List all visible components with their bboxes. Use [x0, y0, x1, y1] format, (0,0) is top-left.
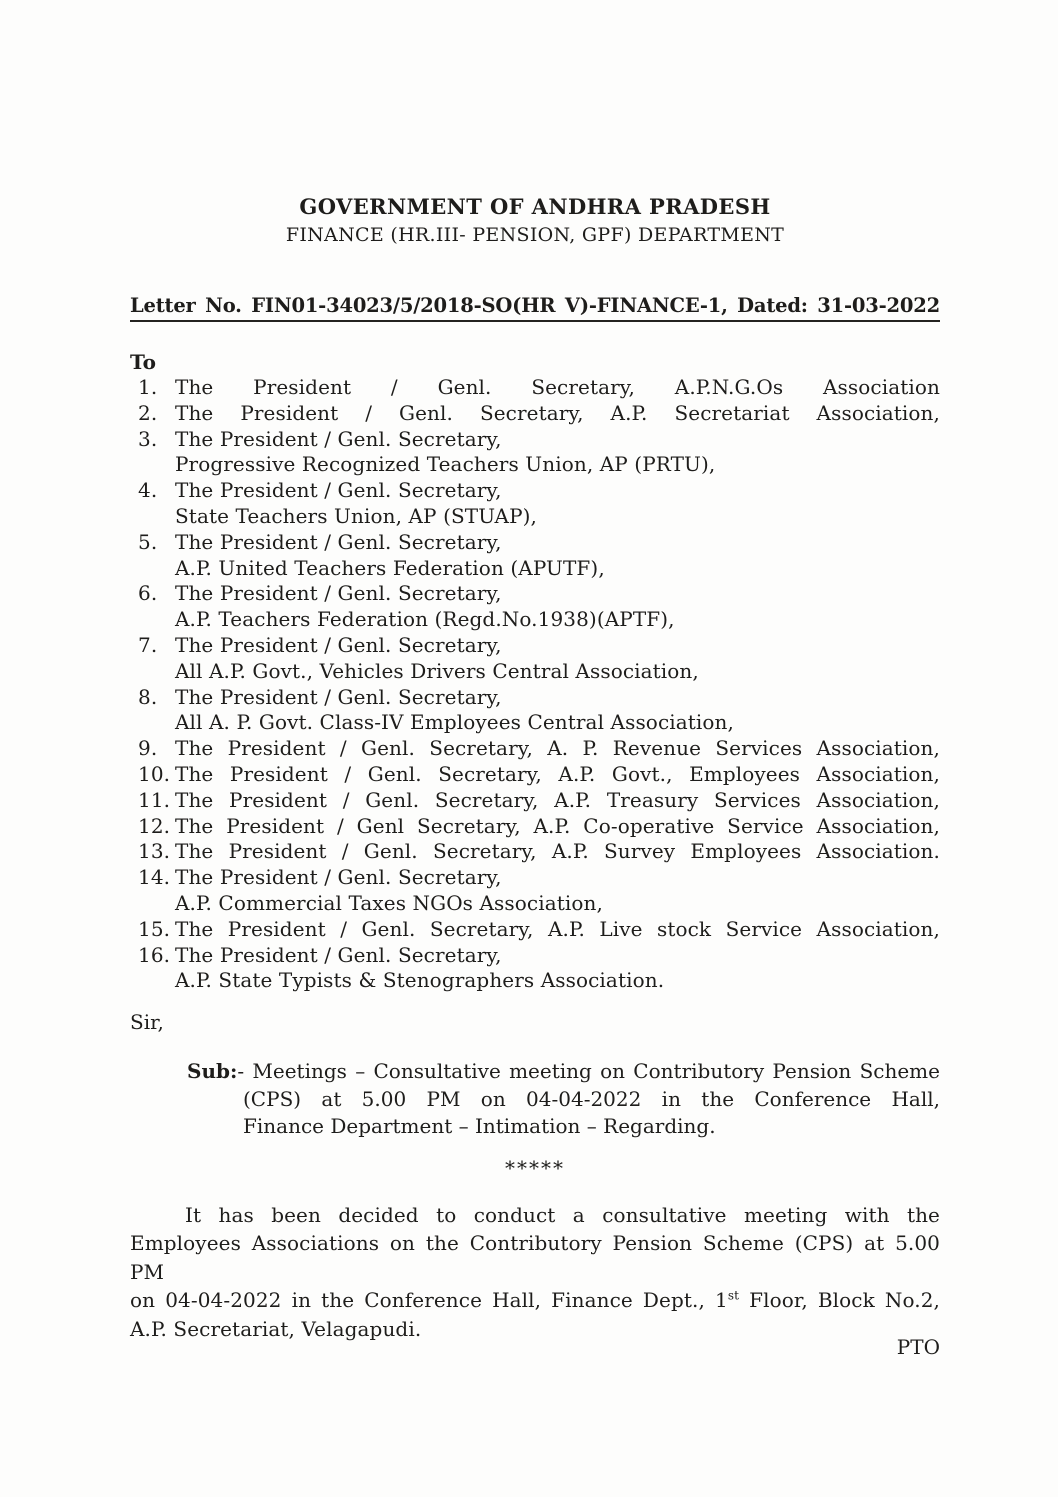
body-line: Employees Associations on the Contributory Pension Scheme (CPS) at 5.00 PM	[130, 1231, 940, 1284]
recipient-line: The President / Genl. Secretary, A.P. Survey Employees Association.	[175, 839, 940, 864]
recipient-line: The President / Genl. Secretary,	[175, 529, 502, 554]
recipient-number: 6.	[138, 581, 158, 606]
recipient-number: 3.	[138, 426, 158, 451]
recipient-line: The President / Genl. Secretary,	[175, 426, 502, 451]
subject-line: Finance Department – Intimation – Regarding.	[243, 1114, 716, 1139]
page-title: GOVERNMENT OF ANDHRA PRADESH	[299, 194, 771, 219]
subject-line	[187, 1058, 940, 1086]
recipient-item	[130, 943, 940, 995]
body-line: A.P. Secretariat, Velagapudi.	[130, 1316, 422, 1341]
recipient-line: The President / Genl. Secretary, A.P. Secretariat Association,	[175, 400, 940, 425]
recipient-number: 15.	[138, 916, 171, 941]
recipient-item	[130, 917, 940, 943]
recipient-item	[130, 839, 940, 865]
letter-content	[130, 0, 940, 1360]
recipient-number: 14.	[138, 865, 171, 890]
recipient-number: 7.	[138, 632, 158, 657]
recipient-line: The President / Genl. Secretary,	[175, 478, 502, 503]
recipient-item	[130, 427, 940, 479]
recipient-line: The President / Genl. Secretary,	[175, 632, 502, 657]
recipient-item	[130, 788, 940, 814]
department-line: FINANCE (HR.III- PENSION, GPF) DEPARTMENT	[285, 224, 785, 246]
recipient-line: The President / Genl. Secretary, A.P. Govt., Employees Association,	[175, 761, 940, 786]
letter-reference-line: Letter No. FIN01-34023/5/2018-SO(HR V)-FINANCE-1, Dated: 31-03-2022	[130, 293, 940, 322]
recipient-line: The President / Genl. Secretary, A. P. Revenue Services Association,	[175, 736, 940, 761]
recipient-item	[130, 633, 940, 685]
body-line	[130, 1286, 940, 1314]
recipient-item	[130, 762, 940, 788]
recipient-line: The President / Genl. Secretary,	[175, 942, 502, 967]
subject-label: Sub:	[187, 1059, 238, 1084]
recipient-number: 5.	[138, 529, 158, 554]
recipient-item	[130, 530, 940, 582]
recipient-number: 12.	[138, 813, 171, 838]
subject-block	[187, 1058, 940, 1141]
recipient-item	[130, 401, 940, 427]
recipient-item	[130, 478, 940, 530]
recipient-number: 16.	[138, 942, 171, 967]
recipient-line: The President / Genl. Secretary, A.P. Live stock Service Association,	[175, 916, 940, 941]
pto-label: PTO	[896, 1334, 940, 1359]
recipient-item	[130, 581, 940, 633]
recipient-number: 9.	[138, 736, 158, 761]
recipient-number: 13.	[138, 839, 171, 864]
subject-text: - Meetings – Consultative meeting on Contributory Pension Scheme	[237, 1059, 940, 1084]
recipient-number: 11.	[138, 787, 171, 812]
recipient-line: Progressive Recognized Teachers Union, AP (PRTU),	[175, 452, 716, 477]
recipient-line: The President / Genl. Secretary,	[175, 581, 502, 606]
recipient-number: 10.	[138, 761, 171, 786]
recipient-line: All A. P. Govt. Class-IV Employees Central Association,	[175, 710, 734, 735]
separator-stars: *****	[505, 1155, 565, 1180]
body-line: It has been decided to conduct a consultative meeting with the	[185, 1202, 940, 1227]
recipient-line: The President / Genl. Secretary, A.P. Treasury Services Association,	[175, 787, 940, 812]
recipient-item	[130, 814, 940, 840]
recipient-number: 1.	[138, 375, 158, 399]
recipient-item	[130, 865, 940, 917]
recipient-line: The President / Genl Secretary, A.P. Co-operative Service Association,	[175, 813, 940, 838]
recipient-line: A.P. United Teachers Federation (APUTF),	[175, 555, 605, 580]
to-label: To	[130, 350, 156, 374]
body-paragraph	[130, 1201, 940, 1343]
recipient-number: 2.	[138, 400, 158, 425]
salutation: Sir,	[130, 1010, 164, 1035]
recipient-number: 8.	[138, 684, 158, 709]
recipient-item	[130, 375, 940, 401]
recipient-number: 4.	[138, 478, 158, 503]
recipient-line: The President / Genl. Secretary, A.P.N.G.Os Association	[175, 375, 940, 399]
body-text: Floor, Block No.2,	[739, 1288, 940, 1313]
recipient-line: State Teachers Union, AP (STUAP),	[175, 503, 538, 528]
recipient-line: The President / Genl. Secretary,	[175, 684, 502, 709]
body-text: on 04-04-2022 in the Conference Hall, Finance Dept., 1	[130, 1288, 728, 1313]
recipient-line: All A.P. Govt., Vehicles Drivers Central Association,	[175, 658, 699, 683]
subject-line: (CPS) at 5.00 PM on 04-04-2022 in the Conference Hall,	[243, 1086, 940, 1111]
recipient-line: A.P. State Typists & Stenographers Association.	[175, 968, 665, 993]
recipient-line: The President / Genl. Secretary,	[175, 865, 502, 890]
recipient-line: A.P. Commercial Taxes NGOs Association,	[175, 890, 603, 915]
recipient-line: A.P. Teachers Federation (Regd.No.1938)(APTF),	[175, 607, 675, 632]
recipient-list	[130, 375, 940, 994]
recipient-item	[130, 685, 940, 737]
recipient-item	[130, 736, 940, 762]
ordinal-superscript: st	[727, 1288, 740, 1303]
